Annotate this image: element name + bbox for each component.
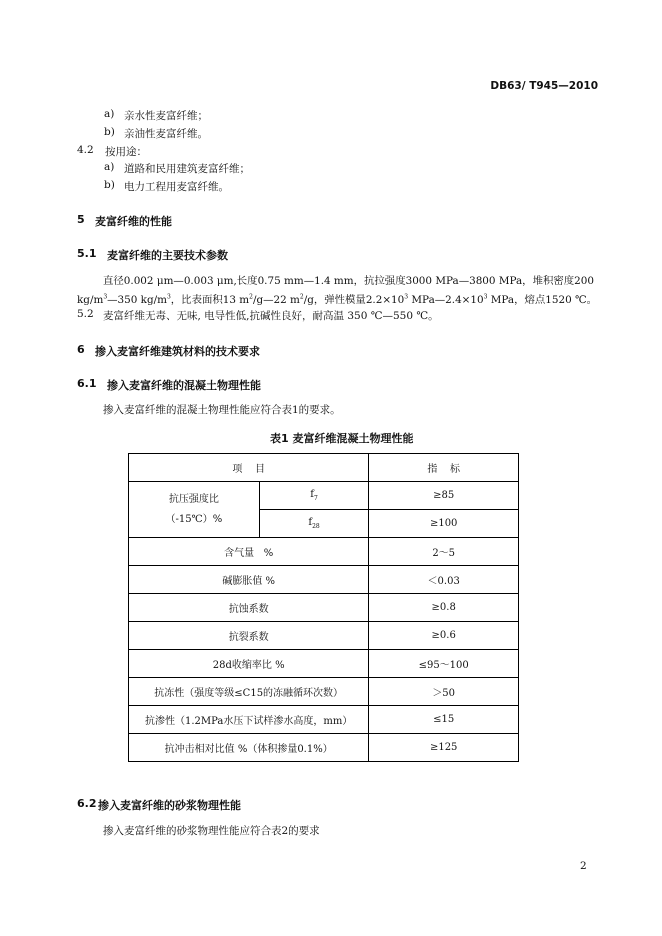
table-cell: ＜0.03 [369,566,519,594]
table-row [129,678,519,706]
table-cell: ≤95～100 [369,650,519,678]
table-cell: ≥0.6 [369,622,519,650]
list-item-text: 亲油性麦富纤维。 [124,128,208,140]
table-cell: 碱膨胀值 % [129,566,369,594]
table-cell: 2～5 [369,538,519,566]
table-header-cell: 指 标 [369,454,519,482]
table-cell: 抗渗性（1.2MPa水压下试样渗水高度，mm） [129,706,369,734]
table-1 [128,453,519,762]
section-number: 6.2 [77,797,97,810]
paragraph-line: $kg/m^3—350$ $kg/m^3$，比表面积13 $m^2/g—22$ $m^2/g$，弹性模量$2.2\times 10^3$ $MPa—2.4\times 10^3$ MPa，熔点1520 ℃。 [77,293,598,306]
table-row [129,594,519,622]
table-cell: ≥100 [369,510,519,538]
page-number: 2 [580,860,587,872]
section-title: 麦富纤维的性能 [95,215,172,228]
table-cell: 抗冲击相对比值 %（体积掺量0.1%） [129,734,369,762]
table-header-cell: 项 目 [129,454,369,482]
section-number: 6 [77,343,85,356]
table-cell: 抗冻性（强度等级≤C15的冻融循环次数） [129,678,369,706]
section-title: 掺入麦富纤维建筑材料的技术要求 [95,345,260,358]
table-caption: 表1 麦富纤维混凝土物理性能 [270,432,414,445]
section-title: 麦富纤维的主要技术参数 [107,249,228,262]
table-cell: 28d收缩率比 % [129,650,369,678]
table-cell-group: 抗压强度比 （-15℃）% [129,482,260,538]
section-number: 5.2 [77,308,94,320]
list-item-text: 道路和民用建筑麦富纤维； [124,163,250,175]
table-row [129,706,519,734]
table-row [129,482,519,510]
table-row [129,538,519,566]
table-cell: 含气量 % [129,538,369,566]
table-cell: 抗蚀系数 [129,594,369,622]
list-marker: b) [104,179,115,191]
paragraph-line: 直径0.002 μm—0.003 μm,长度0.75 mm—1.4 mm，抗拉强度3000 MPa—3800 MPa，堆积密度200 [103,275,594,287]
table-row [129,622,519,650]
section-title: 掺入麦富纤维的混凝土物理性能 [107,379,261,392]
table-cell: $f_{28}$ [259,510,369,538]
list-item [104,126,115,138]
paragraph-line: 掺入麦富纤维的混凝土物理性能应符合表1的要求。 [103,404,341,416]
table-cell: ＞50 [369,678,519,706]
table-cell: ≥125 [369,734,519,762]
list-item-text: 亲水性麦富纤维； [124,110,208,122]
section-number: 6.1 [77,377,97,390]
paragraph-line: 掺入麦富纤维的砂浆物理性能应符合表2的要求 [103,825,320,837]
section-number: 5.1 [77,247,97,260]
table-cell: ≤15 [369,706,519,734]
list-item [104,108,114,120]
table-row [129,650,519,678]
table-row [129,566,519,594]
section-title: 按用途： [105,146,147,158]
table-header-row [129,454,519,482]
doc-code: DB63/ T945—2010 [490,80,598,92]
table-cell: ≥0.8 [369,594,519,622]
list-marker: a) [104,108,115,120]
list-item-text: 电力工程用麦富纤维。 [124,181,229,193]
table-cell: $f_7$ [259,482,369,510]
section-number: 5 [77,213,85,226]
list-marker: a) [104,161,115,173]
list-marker: b) [104,126,115,138]
table-cell: 抗裂系数 [129,622,369,650]
paragraph-line: 麦富纤维无毒、无味, 电导性低,抗碱性良好，耐高温 350 ℃—550 ℃。 [103,310,439,322]
table-cell: ≥85 [369,482,519,510]
section-number: 4.2 [77,144,94,156]
section-title: 掺入麦富纤维的砂浆物理性能 [98,799,241,812]
table-row [129,734,519,762]
